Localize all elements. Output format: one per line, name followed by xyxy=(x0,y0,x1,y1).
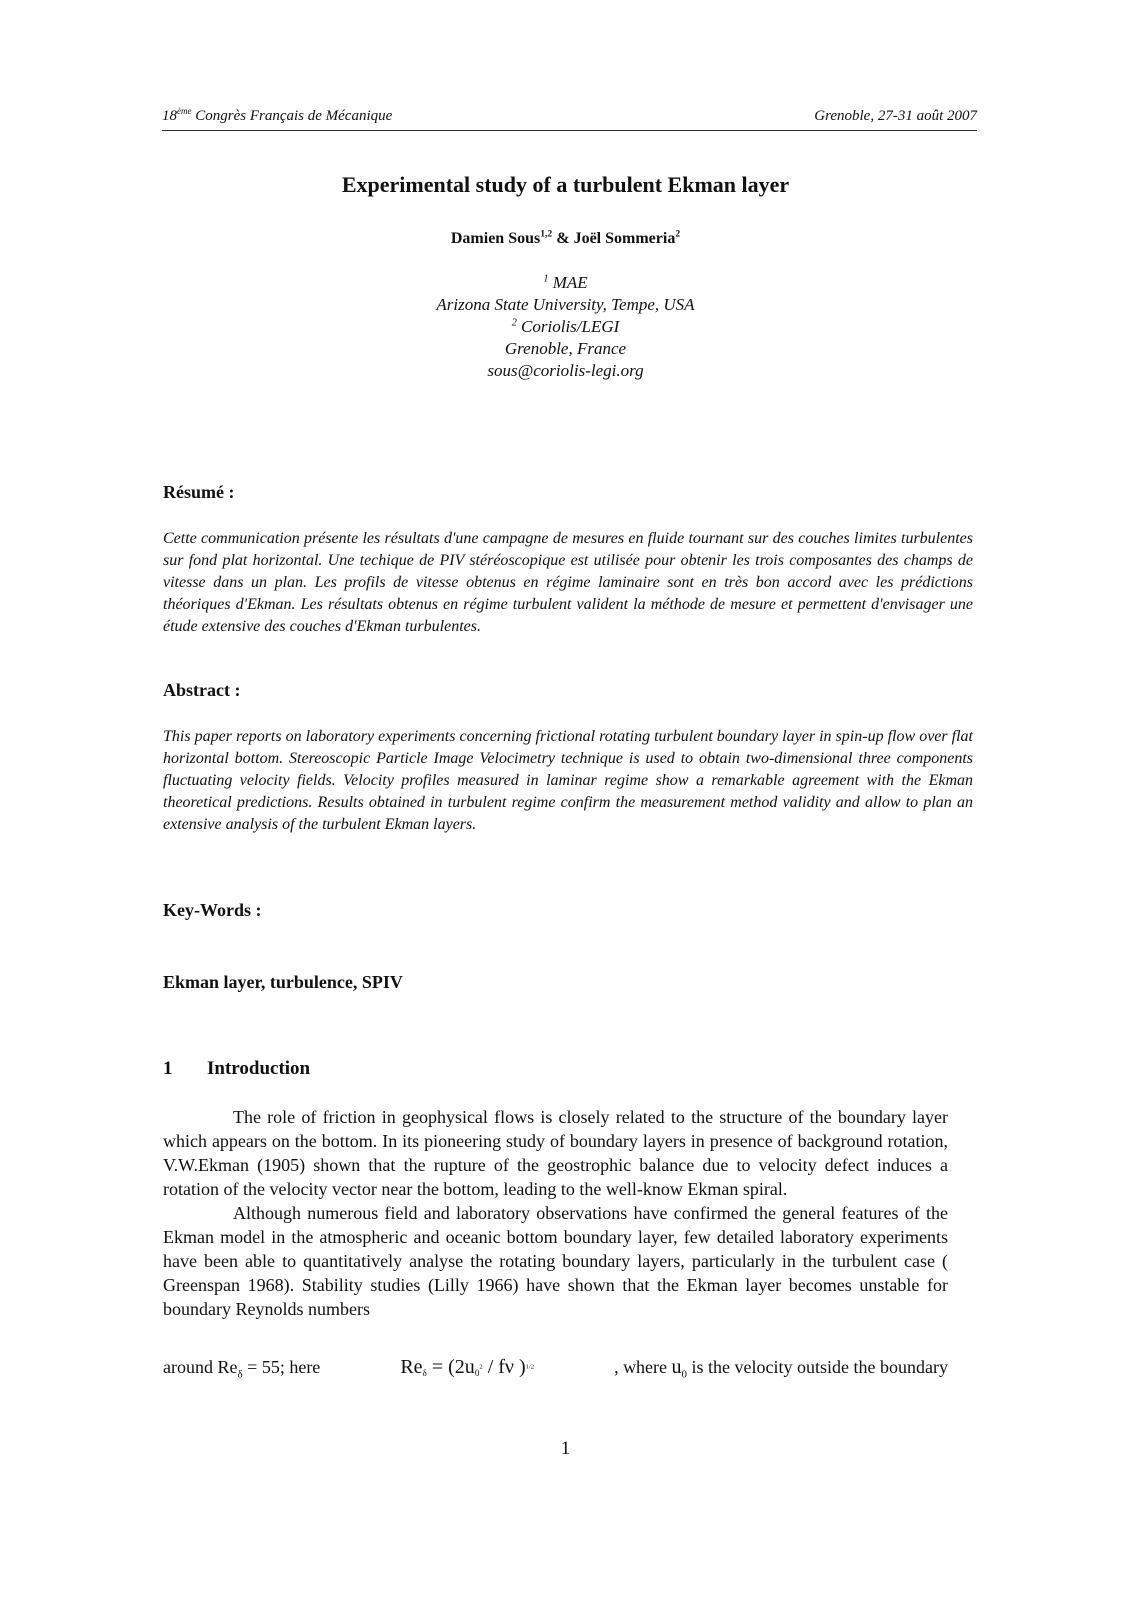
page-number: 1 xyxy=(560,1438,571,1459)
text-around-re: around Re xyxy=(163,1357,238,1377)
paper-title: Experimental study of a turbulent Ekman layer xyxy=(341,172,790,197)
contact-email: sous@coriolis-legi.org xyxy=(487,361,644,380)
author-1-affil: 1,2 xyxy=(540,228,553,240)
author-2-affil: 2 xyxy=(675,228,681,240)
resume-text: Cette communication présente les résultats d'une campagne de mesures en fluide tournant sur des couches limites turbulentes sur fond plat horizontal. Une techique de PIV stéréoscopique est utilisée pour obtenir les trois composantes des champs de vitesse dans un plan. Les profils de vitesse obtenus en régime laminaire sont en très bon accord avec les prédictions théoriques d'Ekman. Les résultats obtenus en régime turbulent valident la méthode de mesure et permettent d'envisager une étude extensive des couches d'Ekman turbulentes. xyxy=(163,530,973,635)
eq-delta-sub: δ xyxy=(422,1368,427,1379)
author-1: Damien Sous xyxy=(450,230,541,247)
section-title: Introduction xyxy=(207,1058,311,1079)
eq-exponent: 1/2 xyxy=(525,1363,535,1371)
abstract-heading: Abstract : xyxy=(163,680,241,700)
affiliation-2 xyxy=(0,316,1131,338)
affil-1-name: MAE xyxy=(548,273,588,292)
eq-u0-sub: 0 xyxy=(474,1368,480,1379)
conference-superscript: ème xyxy=(177,106,192,116)
affil-2-name: Coriolis/LEGI xyxy=(516,317,620,336)
location-date: Grenoble, 27-31 août 2007 xyxy=(814,108,977,124)
abstract-text: This paper reports on laboratory experiments concerning frictional rotating turbulent boundary layer in spin-up flow over flat horizontal bottom. Stereoscopic Particle Image Velocimetry technique is used to obtain two-dimensional three components fluctuating velocity fields. Velocity profiles measured in laminar regime show a remarkable agreement with the Ekman theoretical predictions. Results obtained in turbulent regime confirm the measurement method validity and allow to plan an extensive analysis of the turbulent Ekman layers. xyxy=(163,728,973,833)
eq-re: Re xyxy=(400,1356,423,1378)
introduction-body xyxy=(163,1105,948,1321)
reynolds-equation xyxy=(400,1356,534,1379)
affiliations xyxy=(0,272,1131,382)
u0-symbol: u xyxy=(671,1356,682,1378)
eq-body: (2u xyxy=(448,1356,475,1378)
conference-title: Congrès Français de Mécanique xyxy=(191,108,393,124)
text-where: , where xyxy=(614,1357,672,1377)
intro-paragraph-2: Although numerous field and laboratory observations have confirmed the general features of the Ekman model in the atmospheric and oceanic bottom boundary layer, few detailed laboratory experiments have been able to quantitatively analyse the rotating boundary layers, particularly in the turbulent case ( Greenspan 1968). Stability studies (Lilly 1966) have shown that the Ekman layer becomes unstable for boundary Reynolds numbers xyxy=(163,1203,948,1319)
affil-1-marker: 1 xyxy=(543,273,549,285)
section-heading-introduction xyxy=(163,1058,310,1080)
eq-div: / fν ) xyxy=(482,1356,526,1378)
delta-subscript: δ xyxy=(237,1368,243,1381)
text-boundary: is the velocity outside the boundary xyxy=(687,1357,948,1377)
intro-paragraph-1: The role of friction in geophysical flows is closely related to the structure of the boundary layer which appears on the bottom. In its pioneering study of boundary layers in presence of background rotation, V.W.Ekman (1905) shown that the rupture of the geostrophic balance due to velocity defect induces a rotation of the velocity vector near the bottom, leading to the well-know Ekman spiral. xyxy=(163,1107,948,1199)
equation-line-start xyxy=(163,1357,320,1381)
affiliation-1 xyxy=(0,272,1131,294)
author-connector: & xyxy=(552,230,574,247)
author-line xyxy=(0,230,1131,248)
resume-heading: Résumé : xyxy=(163,482,235,502)
affiliation-2-place: Grenoble, France xyxy=(504,339,627,358)
eq-equals: = xyxy=(426,1356,449,1378)
author-2: Joël Sommeria xyxy=(573,230,676,247)
affiliation-1-place: Arizona State University, Tempe, USA xyxy=(436,295,695,314)
equation-line-end xyxy=(614,1356,948,1381)
u0-subscript: 0 xyxy=(681,1368,688,1381)
running-header xyxy=(162,108,977,131)
keywords-text: Ekman layer, turbulence, SPIV xyxy=(163,972,403,992)
section-number: 1 xyxy=(163,1058,173,1079)
eq-square: 2 xyxy=(479,1363,483,1371)
conference-number: 18 xyxy=(162,108,177,124)
intro-equation-line xyxy=(163,1356,948,1381)
conference-name xyxy=(162,108,392,125)
affil-2-marker: 2 xyxy=(511,317,517,329)
keywords-heading: Key-Words : xyxy=(163,900,262,920)
text-here: = 55; here xyxy=(242,1357,321,1377)
